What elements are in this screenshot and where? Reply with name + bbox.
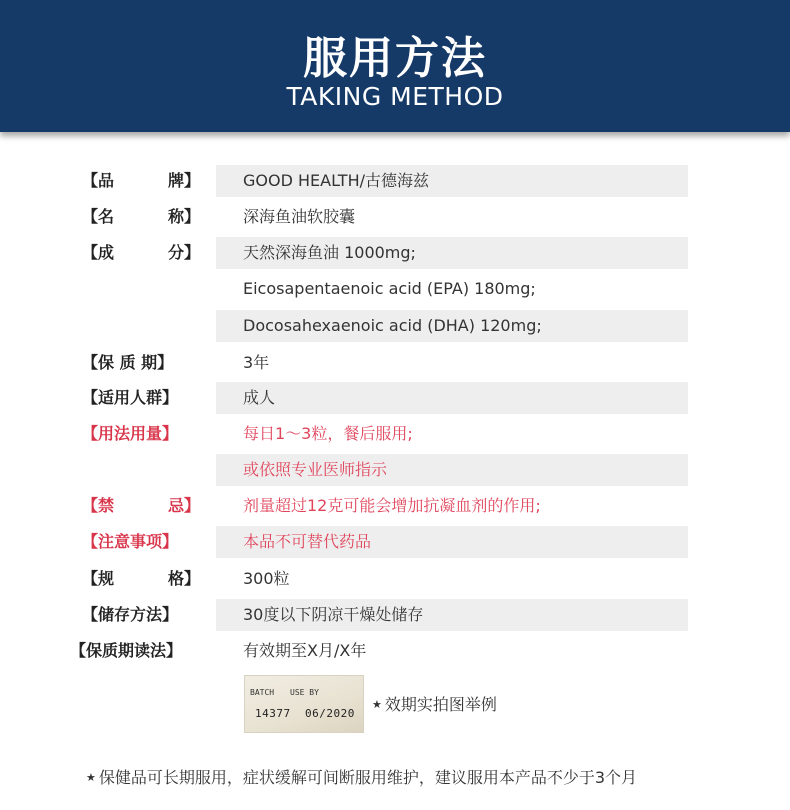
table-row: [0, 201, 790, 233]
photo-caption: [372, 692, 497, 715]
row-value: 3年: [243, 353, 270, 372]
footer-note-text: 保健品可长期服用，症状缓解可间断服用维护，建议服用本产品不少于3个月: [98, 768, 638, 787]
row-label-part: 【储存方法】: [82, 605, 179, 624]
row-label: [70, 635, 200, 667]
row-value: 天然深海鱼油 1000mg;: [216, 237, 688, 269]
row-label: [82, 347, 200, 379]
row-value: Eicosapentaenoic acid (EPA) 180mg;: [243, 279, 536, 298]
row-label: [82, 201, 200, 233]
row-label: [82, 563, 200, 595]
row-label: [82, 454, 200, 486]
photo-caption-text: 效期实拍图举例: [384, 695, 497, 714]
photo-batch-code: 14377: [255, 707, 291, 720]
table-row: [0, 382, 790, 414]
row-label: [82, 382, 200, 414]
table-row: [0, 237, 790, 269]
table-row: [0, 418, 790, 450]
row-label-part: 称】: [167, 207, 200, 226]
row-label-part: 【规: [82, 569, 115, 588]
row-label-part: 【禁: [82, 496, 115, 515]
row-label-part: 【注意事项】: [82, 532, 179, 551]
table-row: [0, 347, 790, 379]
row-label-part: 牌】: [167, 171, 200, 190]
row-value: 剂量超过12克可能会增加抗凝血剂的作用;: [243, 496, 541, 515]
row-label: [82, 273, 200, 305]
row-label: [82, 526, 200, 558]
table-row: [0, 165, 790, 197]
expiry-date-photo: [244, 675, 364, 733]
row-value: 300粒: [243, 569, 290, 588]
row-label-part: 【保质期读法】: [70, 641, 183, 660]
table-row: [0, 599, 790, 631]
row-label-part: 【适用人群】: [82, 388, 179, 407]
row-label: [82, 237, 200, 269]
photo-batch-label: BATCH: [250, 688, 275, 697]
table-row: [0, 310, 790, 342]
page-subtitle: TAKING METHOD: [286, 82, 504, 111]
row-value: GOOD HEALTH/古德海兹: [216, 165, 688, 197]
row-label-part: 格】: [167, 569, 200, 588]
photo-useby-label: USE BY: [290, 688, 319, 697]
star-icon: ★: [86, 771, 96, 784]
row-label: [82, 490, 200, 522]
row-label-part: 【品: [82, 171, 115, 190]
row-label-part: 【成: [82, 243, 115, 262]
row-value: 成人: [216, 382, 688, 414]
row-value: 有效期至X月/X年: [243, 641, 367, 660]
row-label-part: 分】: [167, 243, 200, 262]
table-row: [0, 635, 790, 667]
table-row: [0, 526, 790, 558]
photo-useby-date: 06/2020: [305, 707, 355, 720]
table-row: [0, 563, 790, 595]
row-label: [82, 599, 200, 631]
header-banner: [0, 0, 790, 132]
row-label: [82, 165, 200, 197]
row-label-part: 【用法用量】: [82, 424, 179, 443]
footer-note: [86, 765, 637, 788]
row-label-part: 【名: [82, 207, 115, 226]
row-value: 每日1～3粒，餐后服用;: [243, 424, 413, 443]
row-value: 本品不可替代药品: [216, 526, 688, 558]
row-value: Docosahexaenoic acid (DHA) 120mg;: [216, 310, 688, 342]
row-value: 深海鱼油软胶囊: [243, 207, 356, 226]
page-title: 服用方法: [303, 33, 487, 84]
row-label: [82, 418, 200, 450]
row-value: 或依照专业医师指示: [216, 454, 688, 486]
row-value: 30度以下阴凉干燥处储存: [216, 599, 688, 631]
row-label-part: 忌】: [167, 496, 200, 515]
table-row: [0, 490, 790, 522]
row-label: [82, 310, 200, 342]
table-row: [0, 273, 790, 305]
row-label-part: 【保 质 期】: [82, 353, 174, 372]
star-icon: ★: [372, 698, 382, 711]
table-row: [0, 454, 790, 486]
